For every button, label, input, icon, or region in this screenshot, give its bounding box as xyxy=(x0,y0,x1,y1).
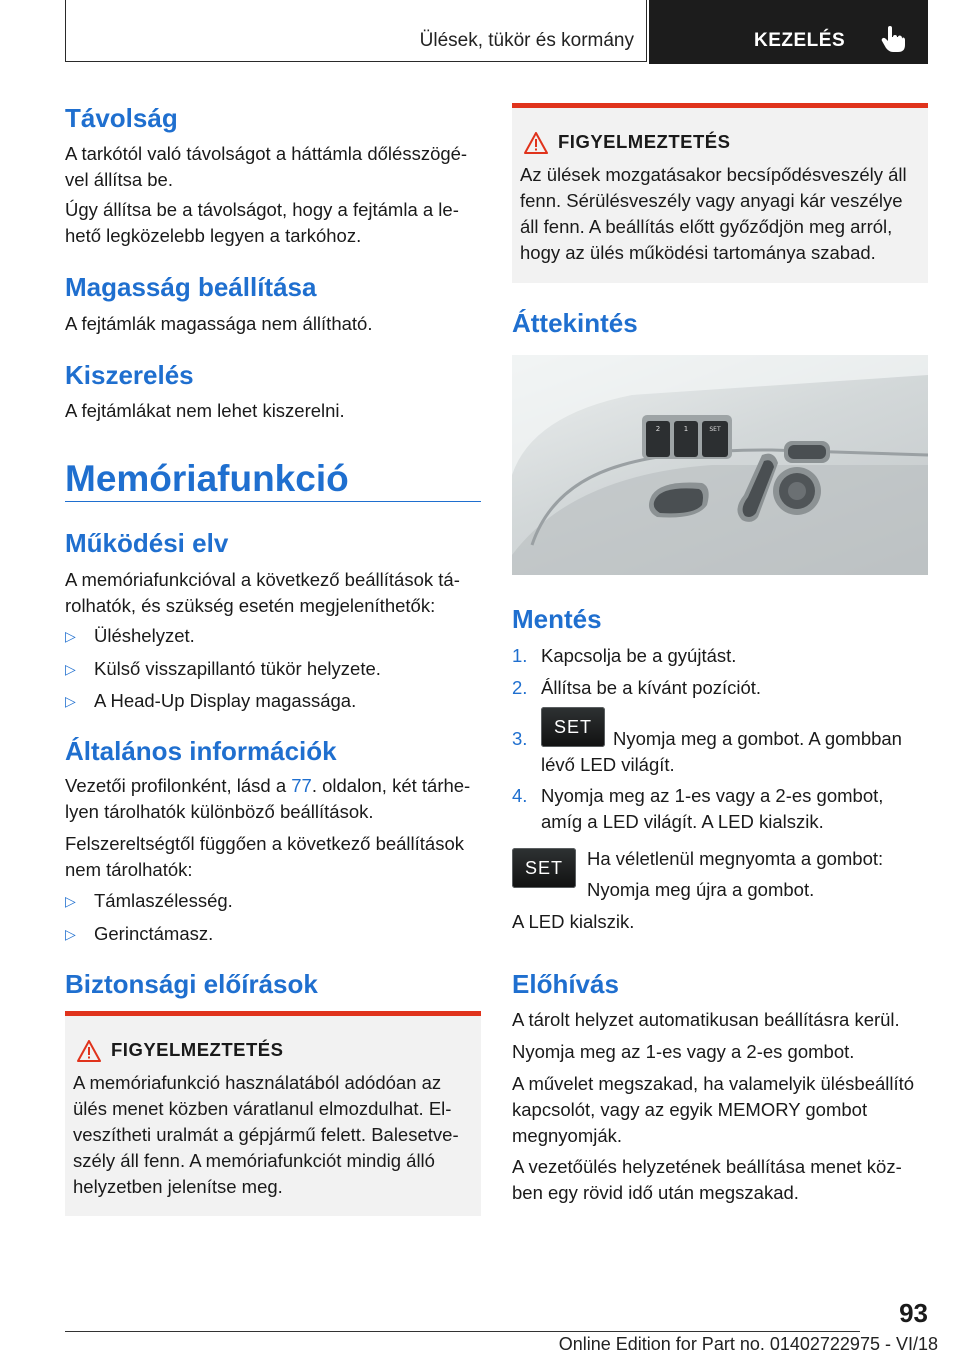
page-reference-link[interactable]: 77 xyxy=(291,775,312,796)
heading-rule xyxy=(65,501,481,502)
warning-text: Az ülések mozgatásakor becsípődésveszély áll fenn. Sérülésveszély vagy anyagi kár veszélye áll fenn. A beállítás előtt győződjön meg arról, hogy az ülés működési tartománya szabad. xyxy=(520,164,907,263)
heading-elohivas: Előhívás xyxy=(512,969,619,999)
section-title: Ülések, tükör és kormány xyxy=(419,30,634,51)
heading-memoriafunkcio: Memóriafunkció xyxy=(65,458,349,499)
seat-controls-photo xyxy=(512,355,928,575)
triangle-bullet-icon: ▷ xyxy=(65,661,76,677)
warning-triangle-icon xyxy=(77,1040,101,1062)
paragraph: A művelet megszakad, ha valamelyik ülésbeállító kapcsolót, vagy az egyik MEMORY gombot megnyomják. xyxy=(512,1073,915,1146)
triangle-bullet-icon: ▷ xyxy=(65,926,76,942)
footer-rule xyxy=(65,1331,860,1332)
paragraph: A tárolt helyzet automatikusan beállításra kerül. xyxy=(512,1009,900,1030)
heading-magassag: Magasság beállítása xyxy=(65,272,317,302)
memory-button-label: SET xyxy=(709,426,721,433)
triangle-bullet-icon: ▷ xyxy=(65,693,76,709)
heading-biztonsagi: Biztonsági előírások xyxy=(65,969,318,999)
paragraph: A tarkótól való távolságot a háttámla dőlésszögé-vel állítsa be. xyxy=(65,143,468,190)
memory-button-label: 1 xyxy=(683,425,689,433)
paragraph: A fejtámlák magassága nem állítható. xyxy=(65,313,373,334)
heading-mukodesi-elv: Működési elv xyxy=(65,528,229,558)
paragraph: Nyomja meg az 1-es vagy a 2-es gombot. xyxy=(512,1041,855,1062)
seat-controls-illustration xyxy=(512,355,928,575)
warning-title: FIGYELMEZTETÉS xyxy=(111,1039,284,1060)
note-text: A LED kialszik. xyxy=(512,911,635,932)
warning-box xyxy=(512,103,928,283)
warning-box xyxy=(65,1011,481,1216)
set-button-icon: SET xyxy=(512,848,576,888)
paragraph: A memóriafunkcióval a következő beállítások tá-rolhatók, és szükség esetén megjeleníthetők: xyxy=(65,569,460,616)
paragraph: Úgy állítsa be a távolságot, hogy a fejtámla a le-hető legközelebb legyen a tarkóhoz. xyxy=(65,199,459,246)
page-number: 93 xyxy=(899,1298,928,1328)
chapter-title: KEZELÉS xyxy=(754,30,846,51)
heading-altalanos: Általános információk xyxy=(65,736,337,766)
warning-title: FIGYELMEZTETÉS xyxy=(558,131,731,152)
paragraph: Felszereltségtől függően a következő beállítások nem tárolhatók: xyxy=(65,833,465,880)
paragraph: Vezetői profilonként, lásd a 77. oldalon, két tárhe-lyen tárolhatók különböző beállítások. xyxy=(65,775,471,822)
warning-triangle-icon xyxy=(524,132,548,154)
hand-pointer-icon xyxy=(880,25,906,53)
heading-attekintes: Áttekintés xyxy=(512,308,638,338)
chapter-tab xyxy=(649,0,928,64)
paragraph: A fejtámlákat nem lehet kiszerelni. xyxy=(65,400,345,421)
memory-button-label: 2 xyxy=(655,425,661,433)
step-text: Nyomja meg a gombot. A gombban lévő LED világít. xyxy=(541,728,902,775)
paragraph: A vezetőülés helyzetének beállítása menet köz-ben egy rövid idő után megszakad. xyxy=(512,1156,902,1203)
heading-tavolsag: Távolság xyxy=(65,103,178,133)
warning-text: A memóriafunkció használatából adódóan az ülés menet közben váratlanul elmozdulhat. El-veszítheti uralmát a gépjármű felett. Balesetve-szély áll fenn. A memóriafunkciót mindig álló helyzetben jelenítse meg. xyxy=(73,1072,459,1197)
triangle-bullet-icon: ▷ xyxy=(65,628,76,644)
edition-footer: Online Edition for Part no. 01402722975 - VI/18 xyxy=(558,1334,938,1354)
set-button-icon: SET xyxy=(541,707,605,747)
heading-kiszereles: Kiszerelés xyxy=(65,360,194,390)
triangle-bullet-icon: ▷ xyxy=(65,893,76,909)
note-text: Nyomja meg újra a gombot. xyxy=(587,879,815,900)
note-text: Ha véletlenül megnyomta a gombot: xyxy=(587,848,884,869)
section-tab xyxy=(65,0,647,62)
page-header xyxy=(65,0,928,64)
heading-mentes: Mentés xyxy=(512,604,602,634)
